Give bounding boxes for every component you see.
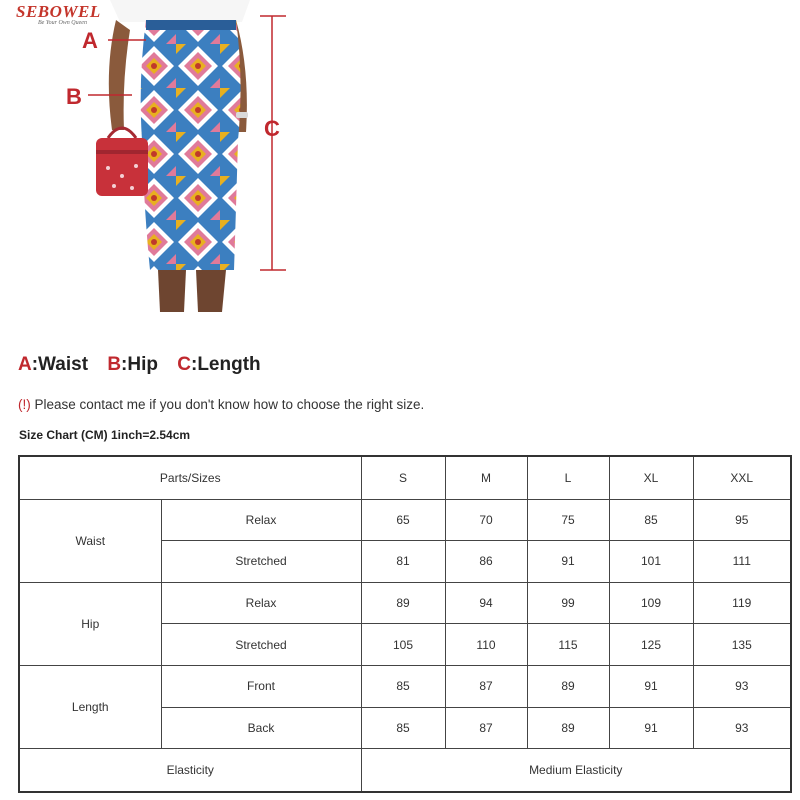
warning-icon: (!) [18,397,31,412]
row-label: Stretched [161,541,361,583]
table-cell: 110 [445,624,527,666]
table-cell: 85 [361,707,445,749]
elasticity-label: Elasticity [19,749,361,792]
table-cell: 99 [527,582,609,624]
brand-logo: SEBOWEL [16,2,101,21]
table-cell: 89 [527,666,609,708]
table-cell: 75 [527,499,609,541]
marker-b: B [66,84,82,109]
table-cell: 89 [361,582,445,624]
table-row [19,582,791,624]
size-table [18,455,792,793]
table-cell: 87 [445,666,527,708]
row-label: Relax [161,582,361,624]
row-label: Back [161,707,361,749]
size-header: XL [609,456,693,499]
table-cell: 101 [609,541,693,583]
size-chart-title: Size Chart (CM) 1inch=2.54cm [19,428,191,442]
table-cell: 70 [445,499,527,541]
row-label: Front [161,666,361,708]
size-header: S [361,456,445,499]
elasticity-row [19,749,791,792]
table-cell: 87 [445,707,527,749]
table-corner: Parts/Sizes [19,456,361,499]
size-header: M [445,456,527,499]
table-cell: 89 [527,707,609,749]
table-cell: 95 [693,499,791,541]
part-label: Hip [19,582,161,665]
size-header: L [527,456,609,499]
skirt-illustration [0,0,330,318]
table-cell: 94 [445,582,527,624]
table-cell: 93 [693,666,791,708]
legend-waist: A:Waist [18,354,89,375]
product-photo [0,0,330,318]
legend-hip: B:Hip [107,354,158,375]
table-cell: 85 [609,499,693,541]
measurement-legend [18,354,275,376]
table-cell: 115 [527,624,609,666]
legend-length: C:Length [177,354,261,375]
table-cell: 125 [609,624,693,666]
marker-c: C [264,116,280,141]
brand-tagline: Be Your Own Queen [38,20,87,26]
elasticity-value: Medium Elasticity [361,749,791,792]
table-cell: 85 [361,666,445,708]
table-cell: 81 [361,541,445,583]
table-cell: 109 [609,582,693,624]
table-cell: 91 [609,707,693,749]
table-header-row [19,456,791,499]
row-label: Stretched [161,624,361,666]
contact-note: (!) Please contact me if you don't know how to choose the right size. [18,397,425,412]
table-cell: 135 [693,624,791,666]
table-cell: 86 [445,541,527,583]
part-label: Waist [19,499,161,582]
size-header: XXL [693,456,791,499]
marker-a: A [82,28,98,53]
table-cell: 93 [693,707,791,749]
row-label: Relax [161,499,361,541]
table-cell: 91 [609,666,693,708]
table-cell: 91 [527,541,609,583]
table-cell: 105 [361,624,445,666]
table-cell: 111 [693,541,791,583]
part-label: Length [19,666,161,749]
table-row [19,666,791,708]
table-row [19,499,791,541]
table-cell: 65 [361,499,445,541]
table-cell: 119 [693,582,791,624]
